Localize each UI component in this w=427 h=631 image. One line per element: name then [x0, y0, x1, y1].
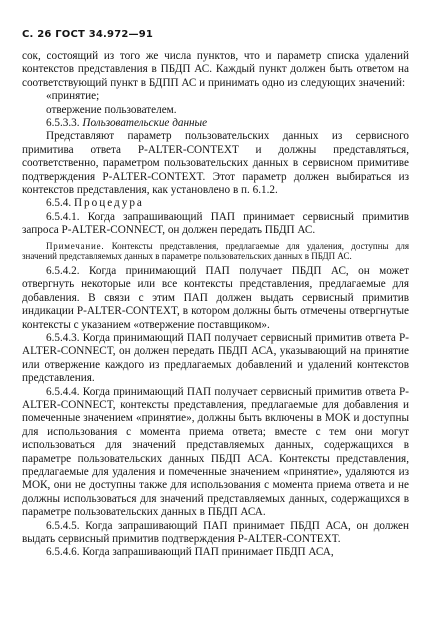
paragraph: 6.5.4.5. Когда запрашивающий ПАП принимает ПБДП АСА, он должен выдать сервисный примитив подтверждения P-ALTER-CONTEXT.	[22, 519, 409, 545]
section-heading-user-data	[22, 117, 409, 130]
paragraph: сок, состоящий из того же числа пунктов, что и параметр списка удалений контекстов представления в ПБДП АС. Каждый пункт должен быть ответом на соответствующий пункт в БДПП АС и принимать одно из следующих значений:	[22, 50, 409, 89]
paragraph: 6.5.4.4. Когда принимающий ПАП получает сервисный примитив ответа P-ALTER-CONNECT, контексты представления, предлагаемые для добавления и помеченные значением «принятие», должны быть включены в МОК и доступны для использования с момента приема ответа; вместе с тем они могут использоваться для значений представляемых данных, содержащихся в параметре пользовательских данных ПБДП АСА. Контексты представления, предлагаемые для удаления и помеченные значением «принятие», удаляются из МОК, они не доступны также для использования с момента приема ответа и не должны использоваться для значений представляемых данных, содержащихся в параметре пользовательских данных в ПБДП АСА.	[22, 385, 409, 519]
paragraph: 6.5.4.3. Когда принимающий ПАП получает сервисный примитив ответа P-ALTER-CONNECT, он должен передать ПБДП АСА, указывающий на принятие или отвержение каждого из предлагаемых добавлений и удалений контекстов представления.	[22, 331, 409, 385]
document-body	[22, 50, 409, 560]
section-title: Процедура	[73, 197, 144, 210]
section-number: 6.5.3.3.	[46, 117, 80, 130]
paragraph: 6.5.4.2. Когда принимающий ПАП получает ПБДП АС, он может отвергнуть некоторые или все контексты представления, предлагаемые для добавления. В связи с этим ПАП должен выдать сервисный примитив индикации P-ALTER-CONTEXT, в котором должны быть отмечены отвергнутые контексты с указанием «отвержение поставщиком».	[22, 264, 409, 331]
section-heading-procedure	[22, 197, 409, 210]
paragraph: 6.5.4.1. Когда запрашивающий ПАП принимает сервисный примитив запроса P-ALTER-CONNECT, он должен передать ПБДП АС.	[22, 210, 409, 237]
paragraph: 6.5.4.6. Когда запрашивающий ПАП принимает ПБДП АСА,	[46, 546, 334, 559]
page-header: С. 26 ГОСТ 34.972—91	[22, 29, 154, 40]
list-item: «принятие;	[46, 90, 100, 103]
section-title: Пользовательские данные	[82, 117, 208, 130]
paragraph: Представляют параметр пользовательских данных из сервисного примитива ответа P-ALTER-CONTEXT и должны представляться, соответственно, параметром пользовательских данных в сервисном примитиве подтверждения P-ALTER-CONTEXT. Этот параметр должен выбираться из контекстов представления, как установлено в п. 6.1.2.	[22, 130, 409, 197]
section-number: 6.5.4.	[46, 197, 72, 210]
note-lead: Примечание.	[46, 240, 105, 251]
note-text: Контексты представления, предлагаемые для удаления, доступны для значений представляемых данных в параметре пользовательских данных в ПБДП АС.	[22, 240, 409, 262]
list-item: отвержение пользователем.	[46, 103, 177, 116]
note	[22, 241, 409, 262]
